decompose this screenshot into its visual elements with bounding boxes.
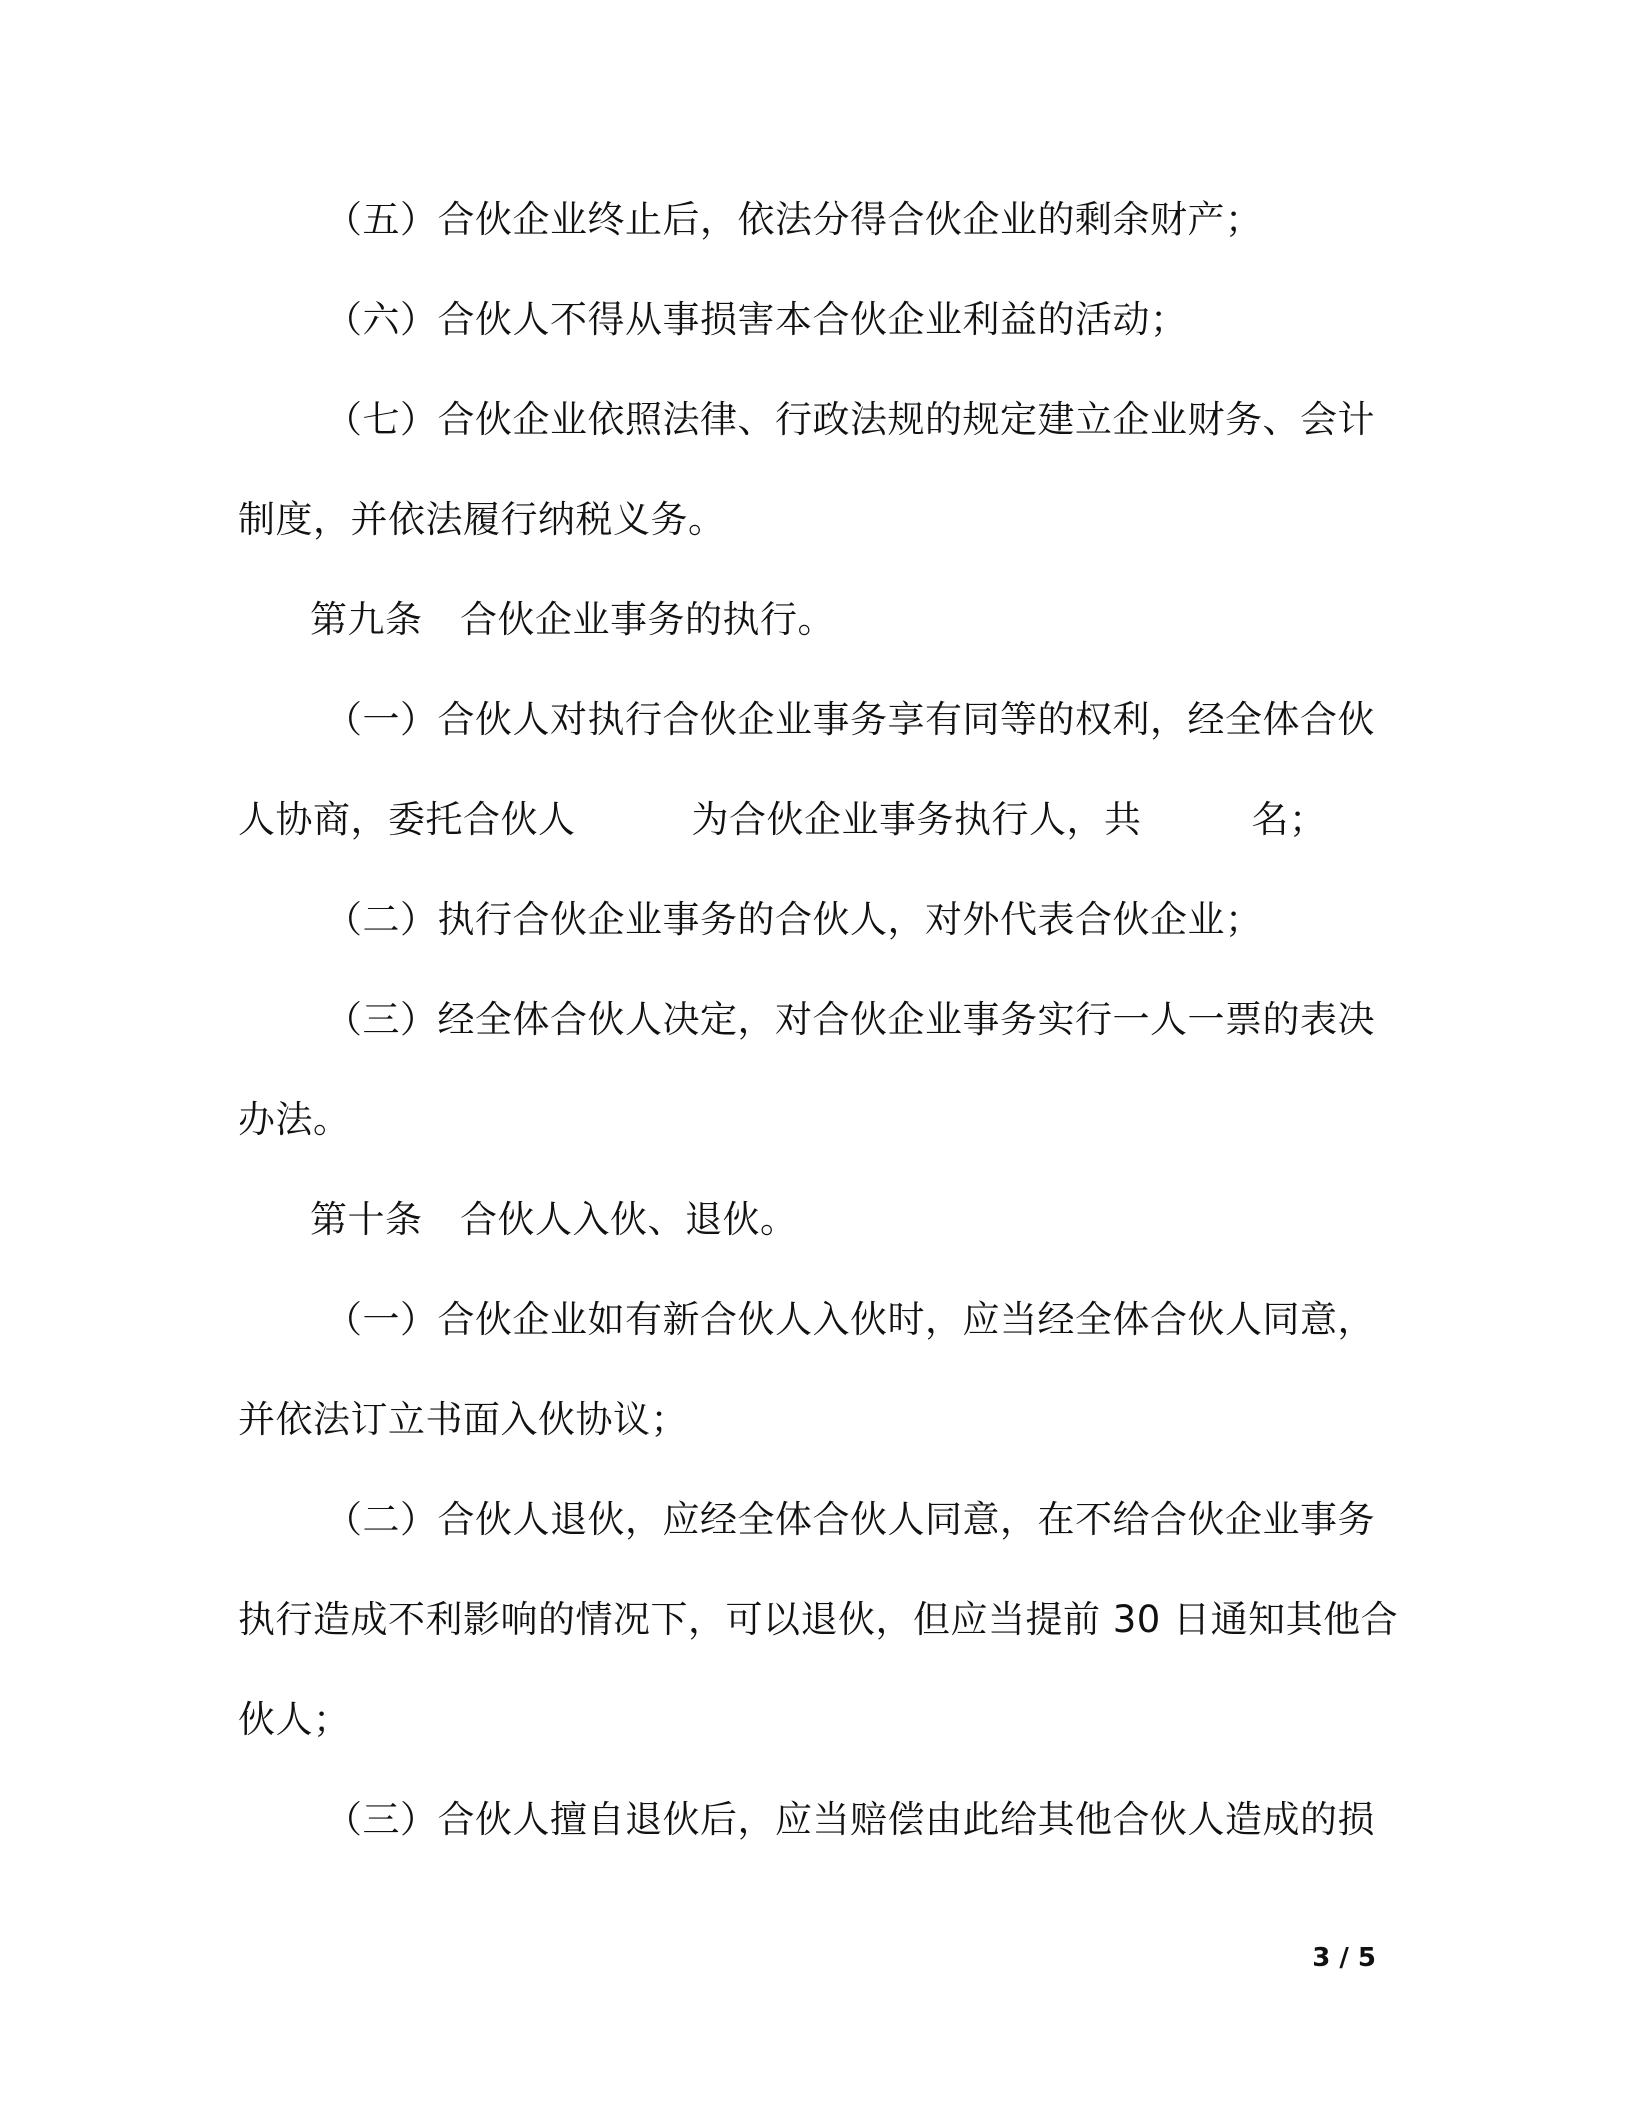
- line7-part1: 人协商，委托合伙人: [238, 798, 576, 841]
- text-line-16: 伙人；: [238, 1698, 351, 1741]
- article-10-heading: 第十条 合伙人入伙、退伙。: [310, 1198, 798, 1241]
- text-line-17: （三）合伙人擅自退伙后，应当赔偿由此给其他合伙人造成的损: [325, 1798, 1375, 1841]
- text-line-9: （三）经全体合伙人决定，对合伙企业事务实行一人一票的表决: [325, 998, 1375, 1041]
- page-number: 3 / 5: [1312, 1943, 1376, 1973]
- article-9-heading: 第九条 合伙企业事务的执行。: [310, 598, 835, 641]
- text-line-8: （二）执行合伙企业事务的合伙人，对外代表合伙企业；: [325, 898, 1263, 941]
- text-line-4: 制度，并依法履行纳税义务。: [238, 498, 726, 541]
- text-line-1: （五）合伙企业终止后，依法分得合伙企业的剩余财产；: [325, 198, 1263, 241]
- text-line-7: [238, 796, 1327, 844]
- line7-part3: 名；: [1251, 798, 1327, 841]
- text-line-6: （一）合伙人对执行合伙企业事务享有同等的权利，经全体合伙: [325, 698, 1375, 741]
- text-line-12: （一）合伙企业如有新合伙人入伙时，应当经全体合伙人同意，: [325, 1298, 1375, 1341]
- text-line-10: 办法。: [238, 1098, 351, 1141]
- line7-part2: 为合伙企业事务执行人，共: [691, 798, 1142, 841]
- text-line-15: 执行造成不利影响的情况下，可以退伙，但应当提前 30 日通知其他合: [238, 1598, 1399, 1641]
- text-line-14: （二）合伙人退伙，应经全体合伙人同意，在不给合伙企业事务: [325, 1498, 1375, 1541]
- text-line-3: （七）合伙企业依照法律、行政法规的规定建立企业财务、会计: [325, 398, 1375, 441]
- text-line-2: （六）合伙人不得从事损害本合伙企业利益的活动；: [325, 298, 1188, 341]
- text-line-13: 并依法订立书面入伙协议；: [238, 1398, 688, 1441]
